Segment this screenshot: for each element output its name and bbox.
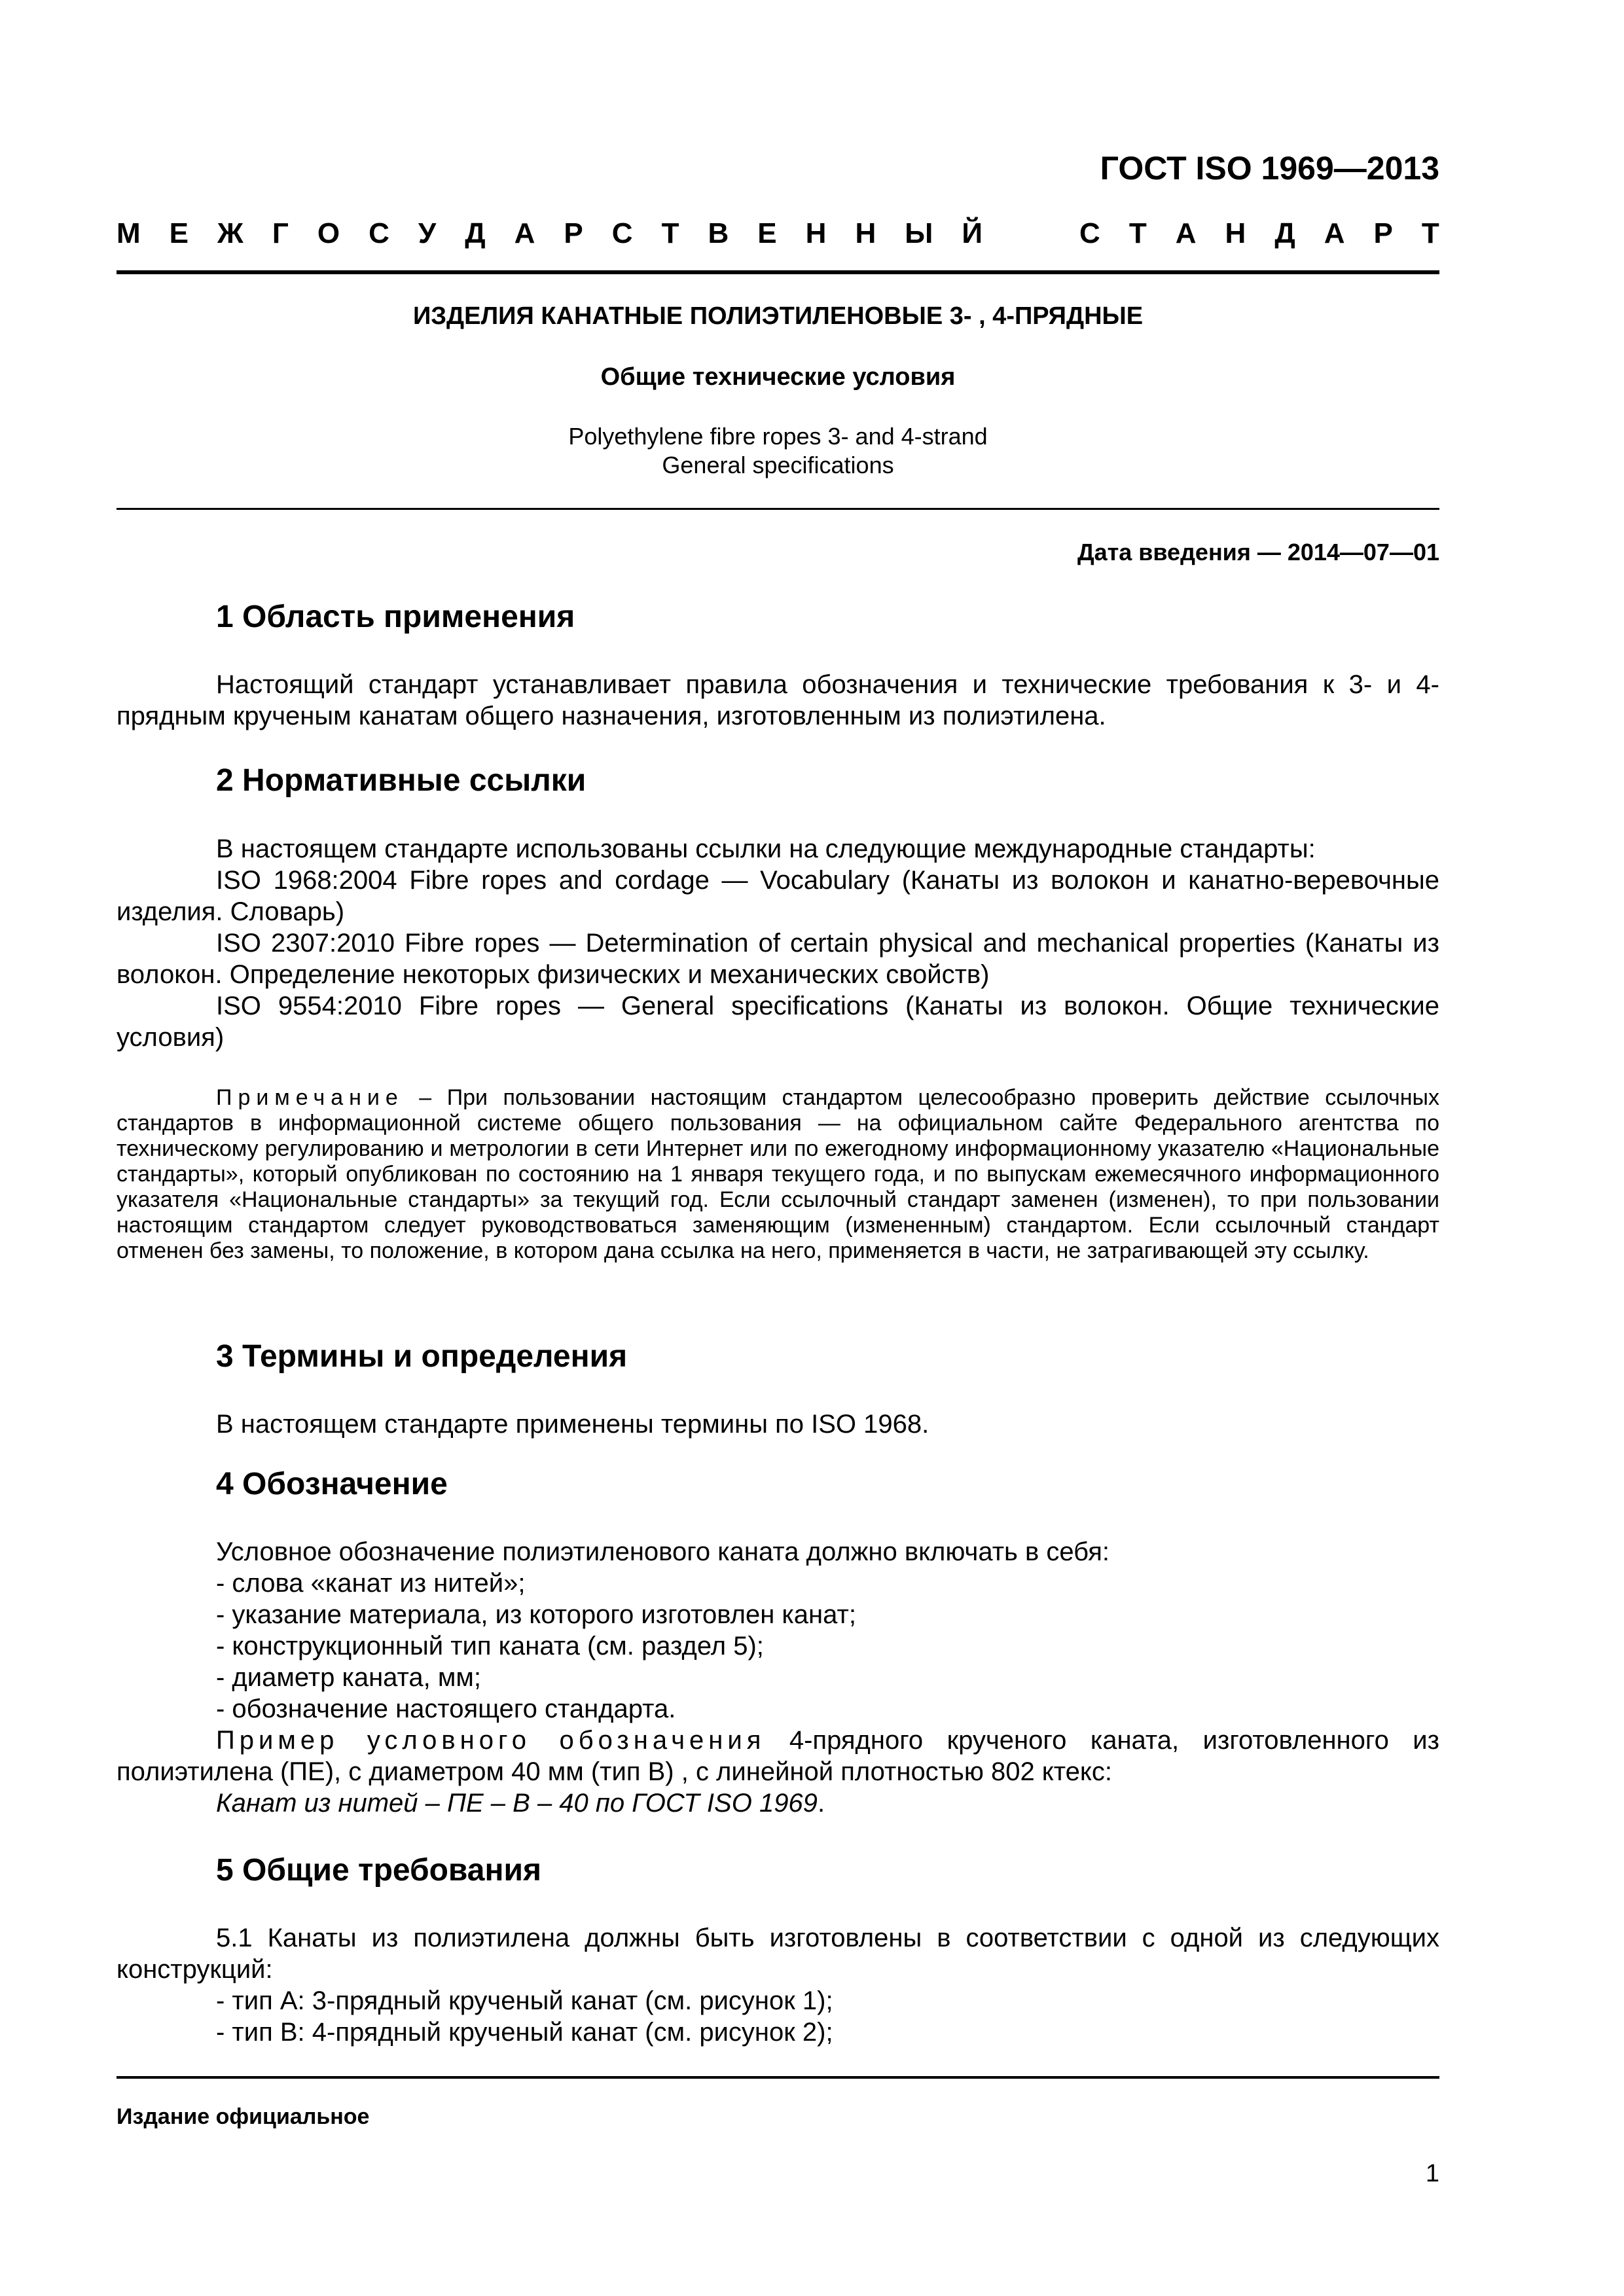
banner-letter: Н (1225, 217, 1246, 249)
section-1-body (117, 669, 1439, 732)
banner-letter: Г (272, 217, 289, 249)
banner-letter: М (117, 217, 141, 249)
footer-rule (117, 2076, 1439, 2079)
example-text: 4-прядного крученого каната, изготовленного из полиэтилена (ПЕ), с диаметром 40 мм (тип В) , с линейной плотностью 802 ктекс: (117, 1726, 1439, 1786)
banner-letter: Н (805, 217, 827, 249)
banner-letter: У (418, 217, 437, 249)
designation-example (117, 1725, 1439, 1787)
header-rule (117, 270, 1439, 274)
example-value: Канат из нитей – ПЕ – В – 40 по ГОСТ ISO 1969 (216, 1789, 818, 1818)
introduction-date: Дата введения — 2014—07—01 (1077, 539, 1439, 565)
section-5-text: 5.1 Канаты из полиэтилена должны быть изготовлены в соответствии с одной из следующих конструкций: (117, 1924, 1439, 1984)
document-number: ГОСТ ISO 1969—2013 (1100, 150, 1439, 187)
document-title-ru: ИЗДЕЛИЯ КАНАТНЫЕ ПОЛИЭТИЛЕНОВЫЕ 3- , 4-ПРЯДНЫЕ (412, 302, 1144, 330)
section-2-body (117, 833, 1439, 1053)
example-label: Пример условного обозначения (216, 1726, 766, 1755)
section-5-heading: 5 Общие требования (216, 1853, 541, 1888)
reference-item: ISO 1968:2004 Fibre ropes and cordage — Vocabulary (Канаты из волокон и канатно-веревочные изделия. Словарь) (117, 866, 1439, 926)
section-3-body (117, 1408, 1439, 1440)
banner-letter: О (317, 217, 340, 249)
section-2-heading: 2 Нормативные ссылки (216, 763, 586, 798)
document-subtitle-ru: Общие технические условия (600, 363, 956, 391)
banner-letter: С (611, 217, 633, 249)
list-item: - конструкционный тип каната (см. раздел 5); (216, 1632, 764, 1660)
title-en-line-2: General specifications (662, 452, 894, 478)
section-3-text: В настоящем стандарте применены термины по ISO 1968. (216, 1410, 929, 1439)
list-item: - обозначение настоящего стандарта. (216, 1695, 676, 1723)
banner-letter: Р (564, 217, 583, 249)
banner-letter: С (1079, 217, 1100, 249)
banner-letter: В (708, 217, 729, 249)
banner-letter: А (1324, 217, 1345, 249)
list-item: - слова «канат из нитей»; (216, 1569, 526, 1598)
example-end: . (817, 1789, 825, 1818)
page-number: 1 (1425, 2160, 1439, 2187)
banner-letter: Т (661, 217, 679, 249)
list-item: - тип А: 3-прядный крученый канат (см. рисунок 1); (216, 1986, 833, 2015)
section-1-heading: 1 Область применения (216, 600, 575, 634)
section-2-intro: В настоящем стандарте использованы ссылки на следующие международные стандарты: (216, 834, 1316, 863)
banner-letter: Д (465, 217, 486, 249)
banner-letter: А (1175, 217, 1197, 249)
banner-letter: А (514, 217, 535, 249)
note-label: Примечание (216, 1085, 404, 1110)
section-5-body (117, 1922, 1439, 2048)
example-value-line (117, 1787, 1439, 1819)
section-4-intro: Условное обозначение полиэтиленового каната должно включать в себя: (216, 1537, 1110, 1566)
banner-letter: Ы (905, 217, 933, 249)
section-4-body (117, 1536, 1439, 1819)
banner-letter: Д (1274, 217, 1295, 249)
document-title-en (117, 422, 1439, 480)
banner-letter: Ж (217, 217, 244, 249)
banner-letter: Т (1128, 217, 1147, 249)
section-3-heading: 3 Термины и определения (216, 1339, 628, 1374)
list-item: - указание материала, из которого изготовлен канат; (216, 1600, 856, 1629)
banner-letter: Н (855, 217, 876, 249)
title-rule (117, 508, 1439, 510)
banner-letter: Р (1373, 217, 1393, 249)
list-item: - диаметр каната, мм; (216, 1663, 481, 1692)
section-2-note (117, 1085, 1439, 1264)
banner-letter: Е (169, 217, 189, 249)
reference-item: ISO 2307:2010 Fibre ropes — Determination of certain physical and mechanical properties (Канаты из волокон. Определение некоторых физических и механических свойств) (117, 929, 1439, 989)
banner-letter: Е (757, 217, 777, 249)
reference-item: ISO 9554:2010 Fibre ropes — General specifications (Канаты из волокон. Общие технические условия) (117, 992, 1439, 1052)
list-item: - тип В: 4-прядный крученый канат (см. рисунок 2); (216, 2018, 833, 2047)
banner-letter: С (369, 217, 389, 249)
note-text: – При пользовании настоящим стандартом целесообразно проверить действие ссылочных стандартов в информационной системе общего пользования — на официальном сайте Федерального агентства по техническому регулированию и метрологии в сети Интернет или по ежегодному информационному указателю «Национальные стандарты», который опубликован по состоянию на 1 января текущего года, и по выпускам ежемесячного информационного указателя «Национальные стандарты» за текущий год. Если ссылочный стандарт заменен (изменен), то при пользовании настоящим стандартом следует руководствоваться заменяющим (измененным) стандартом. Если ссылочный стандарт отменен без замены, то положение, в котором дана ссылка на него, применяется в части, не затрагивающей эту ссылку. (117, 1085, 1439, 1263)
section-4-heading: 4 Обозначение (216, 1467, 448, 1501)
section-1-text: Настоящий стандарт устанавливает правила обозначения и технические требования к 3- и 4-прядным крученым канатам общего назначения, изготовленным из полиэтилена. (117, 670, 1439, 730)
banner-letter: Й (962, 217, 983, 249)
official-edition-label: Издание официальное (117, 2104, 370, 2129)
banner-letter: Т (1421, 217, 1439, 249)
title-en-line-1: Polyethylene fibre ropes 3- and 4-strand (568, 423, 988, 450)
interstate-standard-banner (117, 217, 1439, 250)
